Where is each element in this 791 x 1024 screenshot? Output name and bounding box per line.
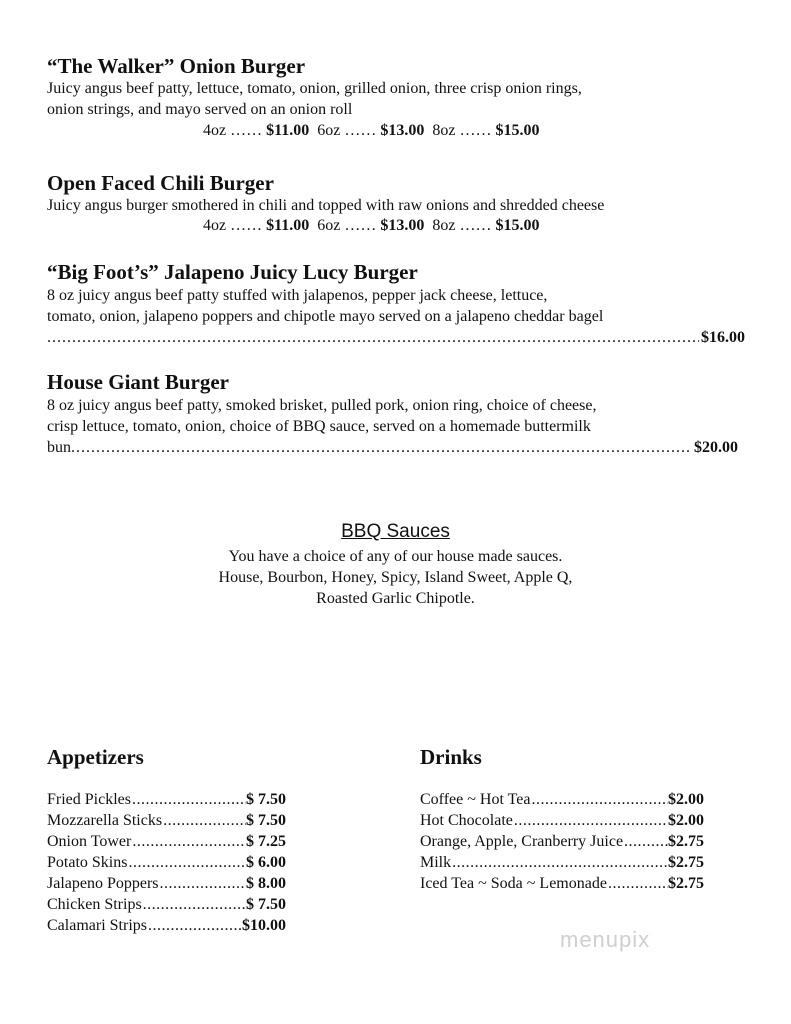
price: $ 7.50	[246, 896, 286, 913]
dot-leader: ……	[230, 217, 263, 234]
price: $2.75	[668, 833, 704, 850]
dot-leader: ……	[344, 217, 377, 234]
price: $20.00	[694, 439, 738, 456]
price: $ 7.25	[246, 833, 286, 850]
price: $11.00	[266, 217, 310, 234]
item-name: Orange, Apple, Cranberry Juice	[420, 833, 624, 850]
burger-description: tomato, onion, jalapeno poppers and chipotle mayo served on a jalapeno cheddar bagel	[47, 308, 604, 325]
item-name: Calamari Strips	[47, 917, 147, 934]
burger-title: “The Walker” Onion Burger	[47, 54, 306, 78]
size-label: 8oz	[432, 122, 456, 139]
price: $2.00	[668, 812, 704, 829]
dot-leader	[513, 810, 668, 831]
appetizers-heading: Appetizers	[47, 745, 144, 769]
list-item	[47, 831, 286, 852]
list-item	[47, 894, 286, 915]
list-item	[420, 789, 704, 810]
price: $15.00	[495, 122, 540, 139]
item-name: Coffee ~ Hot Tea	[420, 791, 531, 808]
burger-title: “Big Foot’s” Jalapeno Juicy Lucy Burger	[47, 260, 418, 284]
burger-prices	[203, 120, 539, 141]
size-label: 4oz	[203, 217, 227, 234]
dot-leader	[131, 789, 246, 810]
burger-description: 8 oz juicy angus beef patty, smoked brisket, pulled pork, onion ring, choice of cheese,	[47, 397, 597, 414]
dot-leader	[47, 327, 699, 348]
price: $2.75	[668, 854, 704, 871]
burger-prices	[203, 215, 539, 236]
dot-leader	[127, 852, 246, 873]
dot-leader: ……	[459, 217, 492, 234]
price-leader-row	[47, 437, 738, 458]
list-item	[47, 789, 286, 810]
list-item	[420, 873, 704, 894]
item-name: Jalapeno Poppers	[47, 875, 159, 892]
list-item	[420, 852, 704, 873]
list-item	[420, 831, 704, 852]
item-name: Fried Pickles	[47, 791, 131, 808]
leader-text: bun	[47, 439, 71, 456]
size-label: 6oz	[317, 122, 341, 139]
item-name: Mozzarella Sticks	[47, 812, 163, 829]
list-item	[47, 852, 286, 873]
dot-leader	[530, 789, 668, 810]
list-item	[47, 810, 286, 831]
burger-description: onion strings, and mayo served on an onion roll	[47, 101, 353, 118]
dot-leader	[607, 873, 668, 894]
dot-leader: ……	[459, 122, 492, 139]
price: $ 6.00	[246, 854, 286, 871]
burger-description: Juicy angus burger smothered in chili and topped with raw onions and shredded cheese	[47, 197, 605, 214]
watermark-logo: menupix	[560, 927, 651, 952]
price: $10.00	[242, 917, 286, 934]
burger-title: Open Faced Chili Burger	[47, 171, 274, 195]
item-name: Iced Tea ~ Soda ~ Lemonade	[420, 875, 607, 892]
dot-leader	[142, 894, 246, 915]
list-item	[47, 873, 286, 894]
price: $2.75	[668, 875, 704, 892]
price: $13.00	[380, 217, 425, 234]
price: $2.00	[668, 791, 704, 808]
bbq-sauces-text: You have a choice of any of our house made sauces.	[228, 548, 563, 565]
size-label: 8oz	[432, 217, 456, 234]
dot-leader: ……	[230, 122, 263, 139]
item-name: Milk	[420, 854, 452, 871]
list-item	[47, 915, 286, 936]
dot-leader	[131, 831, 246, 852]
bbq-sauces-text: Roasted Garlic Chipotle.	[316, 590, 475, 607]
price: $15.00	[495, 217, 540, 234]
price: $ 7.50	[246, 812, 286, 829]
burger-title: House Giant Burger	[47, 370, 229, 394]
drinks-heading: Drinks	[420, 745, 482, 769]
item-name: Potato Skins	[47, 854, 128, 871]
bbq-sauces-text: House, Bourbon, Honey, Spicy, Island Sweet, Apple Q,	[218, 569, 573, 586]
burger-description: crisp lettuce, tomato, onion, choice of BBQ sauce, served on a homemade buttermilk	[47, 418, 591, 435]
price: $16.00	[701, 329, 745, 346]
price: $13.00	[380, 122, 425, 139]
price-leader-row	[47, 327, 745, 348]
dot-leader	[159, 873, 246, 894]
size-label: 6oz	[317, 217, 341, 234]
item-name: Hot Chocolate	[420, 812, 513, 829]
item-name: Chicken Strips	[47, 896, 142, 913]
dot-leader	[451, 852, 668, 873]
bbq-sauces-heading: BBQ Sauces	[341, 521, 450, 542]
dot-leader: ……	[344, 122, 377, 139]
dot-leader	[147, 915, 242, 936]
dot-leader	[162, 810, 246, 831]
dot-leader	[623, 831, 668, 852]
size-label: 4oz	[203, 122, 227, 139]
burger-description: 8 oz juicy angus beef patty stuffed with jalapenos, pepper jack cheese, lettuce,	[47, 287, 548, 304]
burger-description: Juicy angus beef patty, lettuce, tomato, onion, grilled onion, three crisp onion rings,	[47, 80, 582, 97]
item-name: Onion Tower	[47, 833, 132, 850]
price: $ 8.00	[246, 875, 286, 892]
price: $11.00	[266, 122, 310, 139]
dot-leader	[71, 437, 692, 458]
list-item	[420, 810, 704, 831]
price: $ 7.50	[246, 791, 286, 808]
